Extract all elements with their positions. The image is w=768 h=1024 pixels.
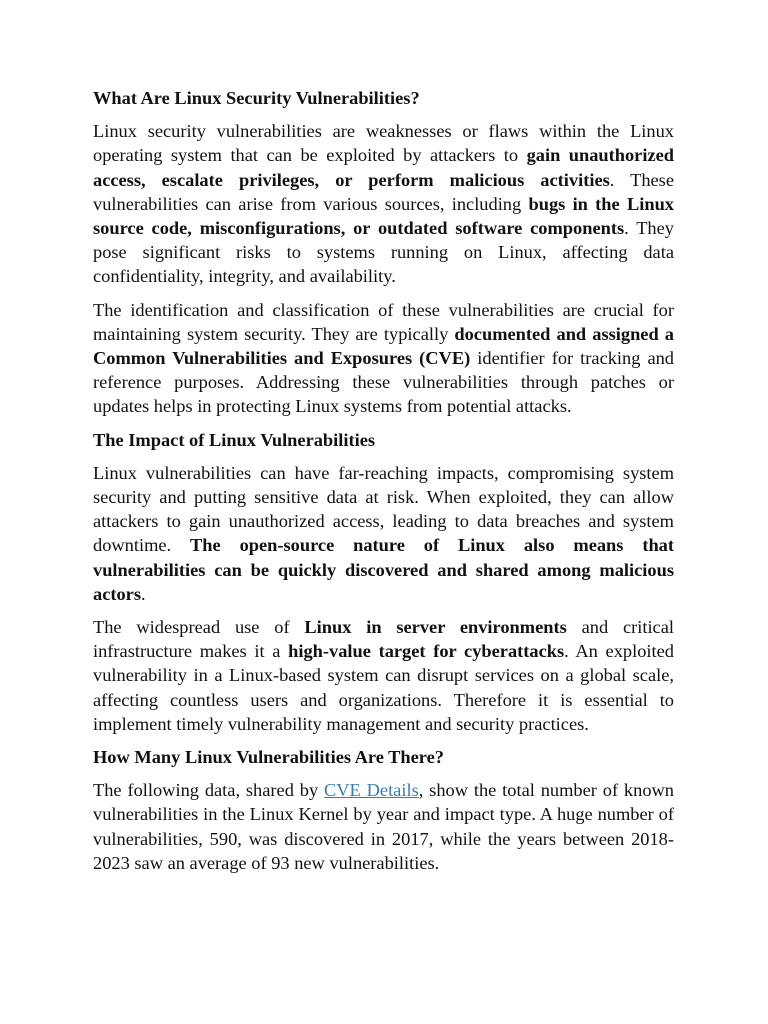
text-run: Linux security vulnerabilities are weaknesses or flaws within the Linux operating system that can be exploited by attackers to bbox=[93, 121, 674, 166]
text-run: . An exploited vulnerability in a Linux-based system can disrupt services on a global scale, affecting countless users and organizations. Therefore it is essential to implement timely vulnerability management and security practices. bbox=[93, 641, 674, 734]
section-heading-what-are: What Are Linux Security Vulnerabilities? bbox=[93, 88, 420, 108]
paragraph-definition bbox=[93, 119, 674, 288]
paragraph-widespread-use bbox=[93, 615, 674, 736]
cve-details-link[interactable]: CVE Details bbox=[324, 780, 419, 801]
paragraph-statistics bbox=[93, 778, 674, 875]
bold-text-run: documented and assigned a Common Vulnerabilities and Exposures (CVE) bbox=[93, 323, 674, 369]
text-run: The widespread use of bbox=[93, 617, 305, 638]
text-run: identifier for tracking and reference purposes. Addressing these vulnerabilities through patches or updates helps in protecting Linux systems from potential attacks. bbox=[93, 348, 674, 417]
bold-text-run: gain unauthorized access, escalate privileges, or perform malicious activities bbox=[93, 145, 674, 190]
article-body bbox=[93, 86, 674, 884]
section-heading-how-many: How Many Linux Vulnerabilities Are There? bbox=[93, 747, 445, 768]
text-run: , show the total number of known vulnerabilities in the Linux Kernel by year and impact type. A huge number of vulnerabilities, 590, was discovered in 2017, while the years between 2018-2023 saw an average of 93 new vulnerabilities. bbox=[93, 780, 674, 873]
bold-text-run: bugs in the Linux source code, misconfigurations, or outdated software components bbox=[93, 193, 674, 239]
paragraph-impact bbox=[93, 461, 674, 606]
text-run: The following data, shared by bbox=[93, 780, 324, 801]
text-run: . bbox=[141, 583, 146, 604]
text-run: The identification and classification of these vulnerabilities are crucial for maintaining system security. They are typically bbox=[93, 299, 674, 344]
bold-text-run: The open-source nature of Linux also means that vulnerabilities can be quickly discovered and shared among malicious actors bbox=[93, 535, 674, 604]
paragraph-identification bbox=[93, 298, 674, 419]
text-run: . They pose significant risks to systems running on Linux, affecting data confidentiality, integrity, and availability. bbox=[93, 218, 674, 287]
bold-text-run: Linux in server environments bbox=[304, 617, 567, 638]
text-run: and critical infrastructure makes it a bbox=[93, 617, 674, 662]
text-run: . These vulnerabilities can arise from various sources, including bbox=[93, 169, 674, 214]
text-run: Linux vulnerabilities can have far-reaching impacts, compromising system security and putting sensitive data at risk. When exploited, they can allow attackers to gain unauthorized access, leading to data breaches and system downtime. bbox=[93, 462, 674, 556]
section-heading-impact: The Impact of Linux Vulnerabilities bbox=[93, 429, 376, 450]
bold-text-run: high-value target for cyberattacks bbox=[288, 641, 565, 662]
